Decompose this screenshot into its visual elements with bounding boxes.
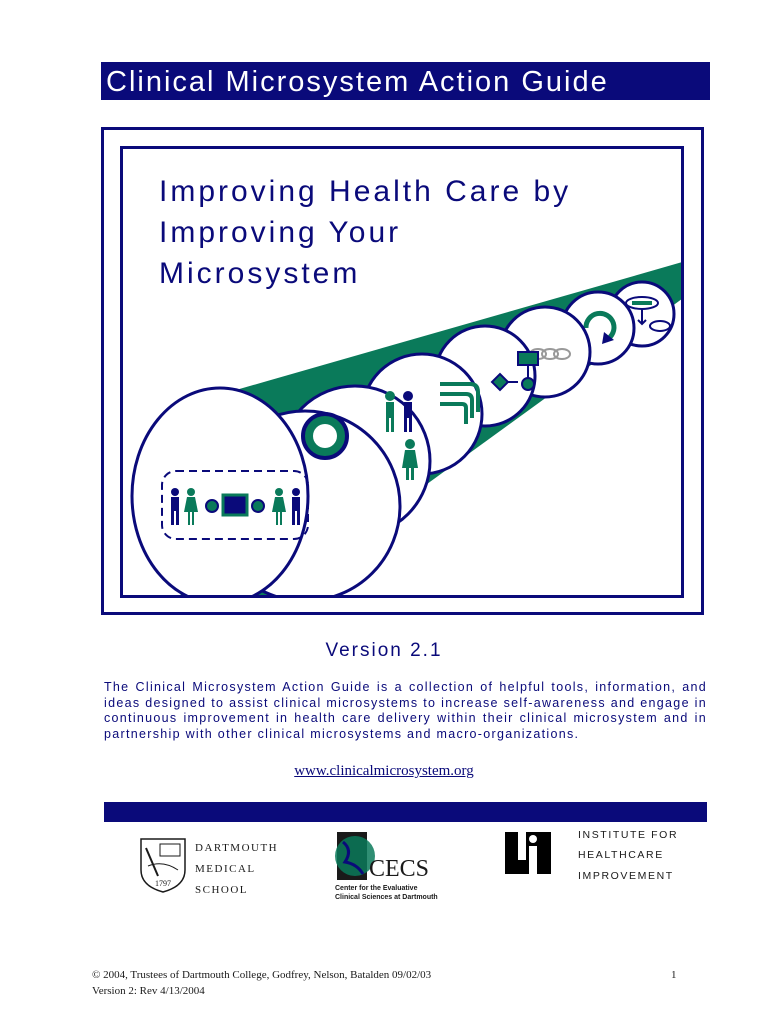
cover-headline-line-1: Improving Health Care by <box>159 175 572 208</box>
cecs-logo <box>333 826 458 902</box>
page-title: Clinical Microsystem Action Guide <box>106 66 609 98</box>
footer-revision: Version 2: Rev 4/13/2004 <box>92 985 205 997</box>
cover-headline-line-2: Improving Your <box>159 216 402 249</box>
ihi-logo-icon <box>503 830 553 876</box>
dartmouth-line-3: SCHOOL <box>195 884 249 896</box>
cecs-line-2: Clinical Sciences at Dartmouth <box>335 894 438 901</box>
dartmouth-line-2: MEDICAL <box>195 863 256 875</box>
version-label: Version 2.1 <box>325 640 443 661</box>
page-number: 1 <box>671 969 677 981</box>
footer-copyright: © 2004, Trustees of Dartmouth College, Godfrey, Nelson, Batalden 09/02/03 <box>92 969 432 981</box>
ihi-line-1: INSTITUTE FOR <box>578 829 679 841</box>
cecs-line-1: Center for the Evaluative <box>335 885 418 892</box>
circle-0 <box>132 388 308 598</box>
ihi-line-3: IMPROVEMENT <box>578 870 674 882</box>
website-link[interactable]: www.clinicalmicrosystem.org <box>294 763 474 779</box>
ihi-line-2: HEALTHCARE <box>578 849 664 861</box>
description-paragraph: The Clinical Microsystem Action Guide is a collection of helpful tools, information, and ideas designed to assist clinical microsystems to increase self-awareness and engage in continuous improvement in health care delivery within their clinical microsystem and in partnership with other clinical microsystems and macro-organizations. <box>104 680 707 741</box>
cover-headline-line-3: Microsystem <box>159 257 361 290</box>
dartmouth-line-1: DARTMOUTH <box>195 842 279 854</box>
divider-band <box>104 802 707 822</box>
dartmouth-seal-icon <box>138 836 188 894</box>
seal-year: 1797 <box>155 879 171 888</box>
cecs-acronym: CECS <box>369 856 430 882</box>
